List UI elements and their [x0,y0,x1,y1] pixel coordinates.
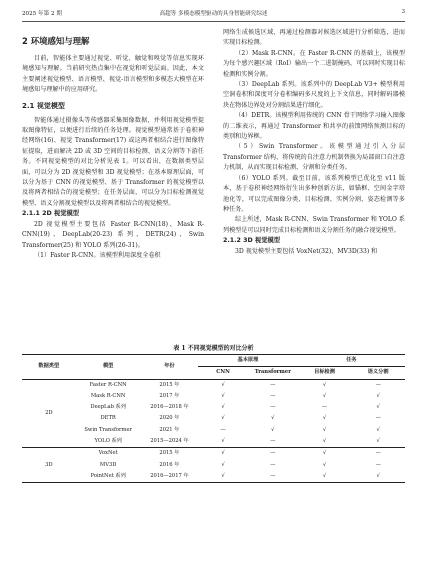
cell-det: √ [322,381,327,388]
cell-trans: — [270,404,276,411]
cell-model: DETR [100,415,116,422]
journal-issue: 2025 年第 2 期 [22,11,62,17]
paragraph: 综上所述，Mask R-CNN、Swin Transformer 和 YOLO 系列模型是可以同时完成目标检测和语义分割任务的融合视觉模型。 [223,216,405,234]
table-row [22,471,405,483]
header-rule [22,21,405,22]
header-transformer: Transformer [248,367,298,379]
table-row [22,448,405,460]
cell-trans: — [270,381,276,388]
cell-model: PointNet 系列 [76,471,141,483]
cell-seg: — [375,461,381,468]
header-data-type: 数据类型 [22,355,76,380]
table-row [22,425,405,436]
paragraph: （4）DETR。该模型利用传统的 CNN 骨干网络学习输入图像的二维表示，再通过 Transformer 和共享的前馈网络预测目标的类别和边界框。 [223,112,405,141]
running-title: 高超等 多模态模型驱动的具身智能研究综述 [159,11,268,17]
cell-trans: — [270,461,276,468]
right-column [223,28,405,257]
subsubsection-title: 2.1.2 3D 视觉模型 [223,237,281,245]
cell-cnn: √ [221,450,225,457]
cell-trans: — [248,471,298,483]
paragraph: 3D 视觉模型主要包括 VoxNet(32)、MV3D(33) 和 [235,247,378,255]
section-title: 2 环境感知与理解 [22,36,90,46]
table-row [22,379,405,391]
cell-seg: — [375,381,381,388]
cell-data-type: 3D [22,448,76,483]
cell-trans: √ [271,426,275,433]
paragraph: 2D 视觉模型主要包括 Faster R-CNN(18)、Mask R-CNN(19)、DeepLab(20-23) 系列、DETR(24)、Swin Transformer(25) 和 YOLO 系列(26-31)。 [22,220,204,249]
cell-seg: √ [376,392,380,399]
paragraph: （2）Mask R-CNN。在 Faster R-CNN 的基础上，该模型为每个感兴趣区域（RoI）输出一个二进制掩码，可以同时实现目标检测和实例分割。 [223,49,405,78]
cell-model: Faster R-CNN [89,381,127,388]
header-segmentation: 语义分割 [351,367,405,379]
cell-det: √ [322,426,327,433]
cell-cnn: √ [221,461,225,468]
page-header [22,9,405,19]
page-number: 3 [401,9,405,15]
cell-seg: √ [351,471,405,483]
paragraph: （3）DeepLab 系列。该系列中的 DeepLab V3+ 模型利用空洞卷积和深度可分卷积编码多尺度的上下文信息，同时解码器模块在物体边界处对分割结果进行细化。 [223,81,405,109]
cell-year: 2017 年 [159,392,180,399]
cell-det: √ [322,392,327,399]
cell-model: VoxNet [98,450,118,457]
cell-seg: — [375,415,381,422]
table-row [22,436,405,448]
cell-trans: — [248,436,298,448]
cell-det: — [321,404,328,411]
table-body [22,379,405,483]
cell-det: √ [322,461,327,468]
cell-year: 2016—2018 年 [150,404,189,411]
cell-trans: √ [271,415,275,422]
cell-det: √ [322,450,327,457]
cell-cnn: √ [198,471,248,483]
cell-cnn: √ [221,404,225,411]
header-cnn: CNN [198,367,248,379]
cell-trans: — [270,392,276,399]
header-model: 模型 [76,355,141,380]
header-principle: 基本原理 [198,355,298,367]
cell-det: √ [298,471,352,483]
paragraph: （5）Swin Transformer。该模型通过引入分层 Transformer 结构，将传统的自注意力机制替换为局部窗口自注意力机制，从而实现目标检测、分割和分类任务。 [223,143,405,172]
cell-seg: — [375,450,381,457]
cell-model: MV3D [99,461,117,468]
cell-cnn: — [220,426,226,433]
cell-det: √ [298,436,352,448]
cell-cnn: √ [221,392,225,399]
cell-year: 2020 年 [159,415,180,422]
cell-model: DeepLab 系列 [90,404,126,411]
cell-trans: — [270,450,276,457]
paragraph: （6）YOLO 系列。截至目前，该系列模型已优化至 v11 版本，基于卷积神经网络衍生出多种创新方法，如锚框、空间金字塔池化等，可以完成图像分类、目标检测、实例分割、姿态检测等多种任务。 [223,174,405,213]
header-year: 年份 [141,355,198,380]
cell-det: √ [322,415,327,422]
cell-cnn: √ [221,415,225,422]
cell-model: Mask R-CNN [90,392,126,399]
cell-cnn: √ [221,381,225,388]
subsubsection-title: 2.1.1 2D 视觉模型 [22,210,80,218]
table-row [22,413,405,424]
cell-seg: √ [351,436,405,448]
table-row [22,402,405,413]
cell-year: 2015—2024 年 [141,436,198,448]
cell-year: 2016—2017 年 [141,471,198,483]
header-detection: 目标检测 [298,367,352,379]
subsection-title: 2.1 视觉模型 [22,101,65,110]
table-caption: 表 1 不同视觉模型的对比分析 [173,345,254,352]
cell-model: YOLO 系列 [76,436,141,448]
header-task: 任务 [298,355,405,367]
paragraph: 目前，智能体主要通过视觉、听觉、触觉和嗅觉等信息实现环境感知与理解。当前研究热点集中在视觉和听觉层面。因此，本文主要阐述视觉模型、语言模型、视觉-语言模型和多模态大模型在环境感知与理解中的应用研究。 [22,55,204,94]
paragraph: 智能体通过摄像头等传感器采集图像数据，并利用视觉模型提取图像特征，以便进行后续的任务处理。视觉模型通常基于卷积神经网络(16)、视觉 Transformer(17) 或这两者相结合进行图像特征提取，进而解决 2D 或 3D 空间的目标检测、语义分割等下游任务。不同视觉模型的对比分析见表 1。可以看出，在数据类型层面，可以分为 2D 视觉模型和 3D 视觉模型；在基本原理层面，可以分为基于 CNN 的视觉模型、基于 Transformer 的视觉模型以及将两者相结合的视觉模型；在任务层面，可以分为目标检测视觉模型、语义分割视觉模型以及将两者相结合的视觉模型。 [22,116,204,207]
comparison-table [22,354,405,483]
table-row [22,460,405,471]
paragraph: （1）Faster R-CNN。该模型利用深度全卷积 [34,251,161,259]
cell-year: 2015 年 [159,450,180,457]
left-column [22,28,204,261]
paragraph: 网络生成候选区域，再通过检测器对候选区域进行分析筛选，进而实现目标检测。 [223,29,405,47]
cell-data-type: 2D [22,379,76,448]
cell-seg: √ [376,404,380,411]
table-row [22,391,405,402]
cell-cnn: √ [198,436,248,448]
cell-year: 2015 年 [159,381,180,388]
cell-model: Swin Transformer [84,426,132,433]
cell-seg: √ [376,426,380,433]
cell-year: 2016 年 [159,461,180,468]
cell-year: 2021 年 [159,426,180,433]
